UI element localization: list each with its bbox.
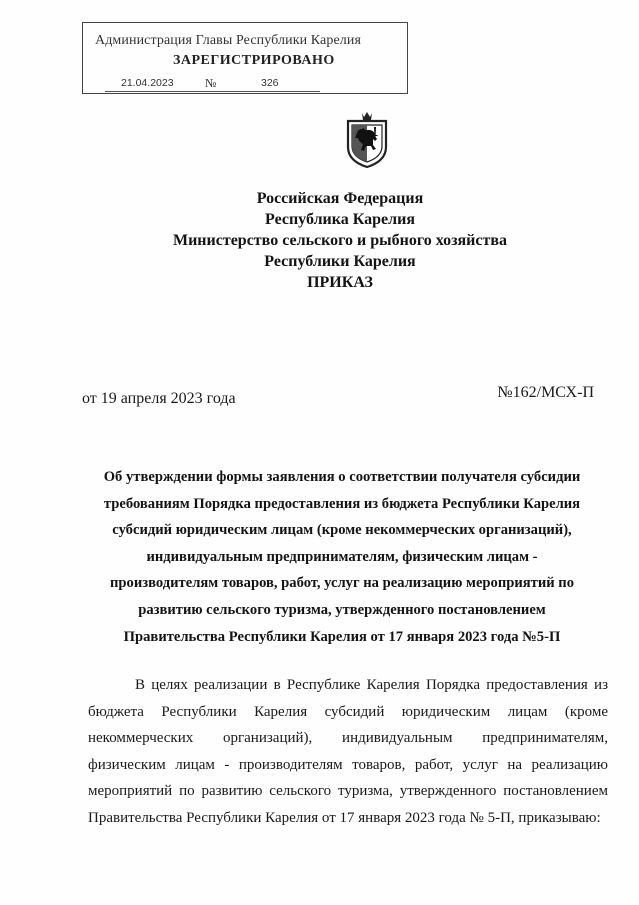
title-line: Об утверждении формы заявления о соответствии получателя субсидии [103, 469, 581, 485]
document-title [82, 464, 602, 650]
title-line: индивидуальным предпринимателям, физическим лицам - [146, 548, 538, 565]
order-date: от 19 апреля 2023 года [82, 390, 236, 407]
body-line: Правительства Республики Карелия от 17 января 2023 года № 5-П, приказываю: [88, 809, 601, 826]
body-line: некоммерческих организаций), индивидуальным предпринимателям, [88, 730, 608, 747]
stamp-date: 21.04.2023 [121, 77, 174, 89]
body-line: бюджета Республики Карелия субсидий юридическим лицам (кроме [88, 703, 608, 720]
title-line: Правительства Республики Карелия от 17 января 2023 года №5-П [123, 628, 561, 645]
body-line: физическим лицам - производителям товаров, работ, услуг на реализацию [88, 756, 608, 773]
stamp-registration-row [105, 77, 320, 92]
title-line: развитию сельского туризма, утвержденного постановлением [138, 601, 546, 618]
body-line: мероприятий по развитию сельского туризма, утвержденного постановлением [88, 783, 608, 800]
title-line: производителям товаров, работ, услуг на реализацию мероприятий по [110, 575, 574, 592]
stamp-status: ЗАРЕГИСТРИРОВАНО [173, 53, 335, 68]
order-number: №162/МСХ-П [497, 384, 594, 401]
stamp-organization: Администрация Главы Республики Карелия [95, 33, 361, 48]
body-line: В целях реализации в Республике Карелия Порядка предоставления из [135, 677, 608, 693]
header-republic: Республика Карелия [265, 211, 415, 228]
header-ministry: Министерство сельского и рыбного хозяйства [172, 232, 507, 249]
header-country: Российская Федерация [256, 190, 424, 207]
stamp-number: 326 [261, 77, 279, 89]
header-ministry-republic: Республики Карелия [264, 253, 416, 270]
title-line: требованиям Порядка предоставления из бюджета Республики Карелия [103, 495, 581, 512]
document-header [140, 188, 540, 293]
header-doc-type: ПРИКАЗ [307, 274, 373, 291]
title-line: субсидий юридическим лицам (кроме некоммерческих организаций), [112, 522, 572, 539]
body-paragraph [88, 672, 608, 832]
stamp-number-sign: № [205, 76, 217, 90]
karelia-coat-of-arms-icon [344, 111, 390, 169]
registration-stamp [82, 22, 408, 94]
